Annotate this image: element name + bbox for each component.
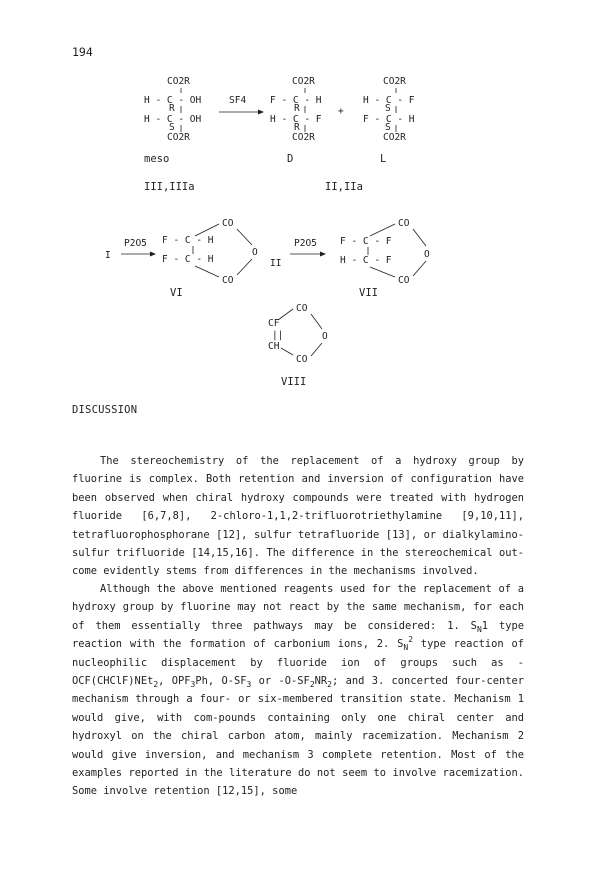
- config-s-label: S: [385, 122, 391, 133]
- paragraph-1: The stereochemistry of the replacement of a hydroxy group by fluorine is complex. Both retention and inversion of configuration have been observed when chiral hydroxy compounds were treated with hydrogen fluoride [6,7,8], 2-chloro-1,1,2-trifluorotriethylamine [9,10,11], tetrafluorophosphorane [12], sulfur tetrafluoride [13], or dialkylamino-sulfur trifluoride [14,15,16]. The difference in the stereochemical out-come evidently stems from differences in the mechanisms involved.: [72, 455, 524, 578]
- l-row-1: H - C - F: [363, 95, 415, 106]
- config-s-label: S: [385, 103, 391, 114]
- co-label: CO: [296, 354, 308, 365]
- cf-label: CF: [268, 318, 280, 329]
- compound-number-ii: II,IIa: [325, 181, 363, 193]
- sf4-reaction-arrow: [219, 95, 264, 115]
- vi-row-2: F - C - H: [162, 254, 214, 265]
- anhydride-viii-structure: [268, 303, 328, 388]
- reagent-p2o5: P2O5: [124, 238, 147, 249]
- config-r-label: R: [294, 103, 300, 114]
- co-label: CO: [398, 275, 410, 286]
- l-row-2: F - C - H: [363, 114, 415, 125]
- meso-row-2: H - C - OH: [144, 114, 202, 125]
- compound-label-vi: VI: [170, 287, 183, 299]
- config-r-label: R: [294, 122, 300, 133]
- co-label: CO: [222, 275, 234, 286]
- reaction-schemes: [0, 0, 593, 400]
- ring-oxygen: O: [322, 331, 328, 342]
- meso-label: meso: [144, 153, 170, 165]
- vi-row-1: F - C - H: [162, 235, 214, 246]
- vii-row-2: H - C - F: [340, 255, 392, 266]
- compound-number-iii: III,IIIa: [144, 181, 195, 193]
- plus-sign: +: [338, 106, 344, 117]
- compound-label-viii: VIII: [281, 376, 307, 388]
- page-number: 194: [72, 45, 93, 59]
- config-s-label: S: [169, 122, 175, 133]
- p2o5-arrow-1: [121, 238, 156, 257]
- anhydride-vi-structure: [162, 218, 258, 299]
- start-compound-ii: II: [270, 258, 282, 269]
- ring-oxygen: O: [424, 249, 430, 260]
- paragraph-2: Although the above mentioned reagents used for the replacement of a hydroxy group by fluorine may not react by the same mechanism, for each of them essentially three pathways may be considered: 1. $S_N1$ type reaction with the formation of carbonium ions, 2. $S_N^2$ type reaction of nucleophilic displacement by fluoride ion of groups such as -OCF(CHClF)NEt$_2$, $OPF_3Ph$, $O-SF_3$ or $-O-SF_2NR_2$; and 3. concerted four-center mechanism through a four- or six-membered transition state. Mechanism 1 would give, with com-pounds containing only one chiral center and hydroxyl on the chiral carbon atom, mainly racemization. Mechanism 2 would give inversion, and mechanism 3 complete retention. Most of the examples reported in the literature do not seem to involve racemization. Some involve retention [12,15], some: [72, 583, 525, 798]
- l-isomer-structure: [325, 76, 415, 193]
- meso-diol-structure: [144, 76, 201, 193]
- ch-label: CH: [268, 341, 280, 352]
- l-label: L: [380, 153, 387, 165]
- co2r-label: CO2R: [383, 76, 406, 87]
- co-label: CO: [222, 218, 234, 229]
- double-bond: ||: [272, 330, 284, 341]
- co-label: CO: [296, 303, 308, 314]
- d-row-1: F - C - H: [270, 95, 322, 106]
- reagent-sf4: SF4: [229, 95, 247, 106]
- co2r-label: CO2R: [167, 76, 190, 87]
- reagent-p2o5: P2O5: [294, 238, 317, 249]
- start-compound-i: I: [105, 250, 111, 261]
- ring-oxygen: O: [252, 247, 258, 258]
- co2r-label: CO2R: [167, 132, 190, 143]
- meso-row-1: H - C - OH: [144, 95, 202, 106]
- d-isomer-structure: [270, 76, 322, 165]
- config-r-label: R: [169, 103, 175, 114]
- co2r-label: CO2R: [383, 132, 406, 143]
- section-heading: DISCUSSION: [72, 404, 138, 416]
- vii-row-1: F - C - F: [340, 236, 392, 247]
- anhydride-vii-structure: [340, 218, 430, 299]
- d-label: D: [287, 153, 294, 165]
- compound-label-vii: VII: [359, 287, 378, 299]
- co2r-label: CO2R: [292, 132, 315, 143]
- p2o5-arrow-2: [290, 238, 326, 257]
- co2r-label: CO2R: [292, 76, 315, 87]
- co-label: CO: [398, 218, 410, 229]
- d-row-2: H - C - F: [270, 114, 322, 125]
